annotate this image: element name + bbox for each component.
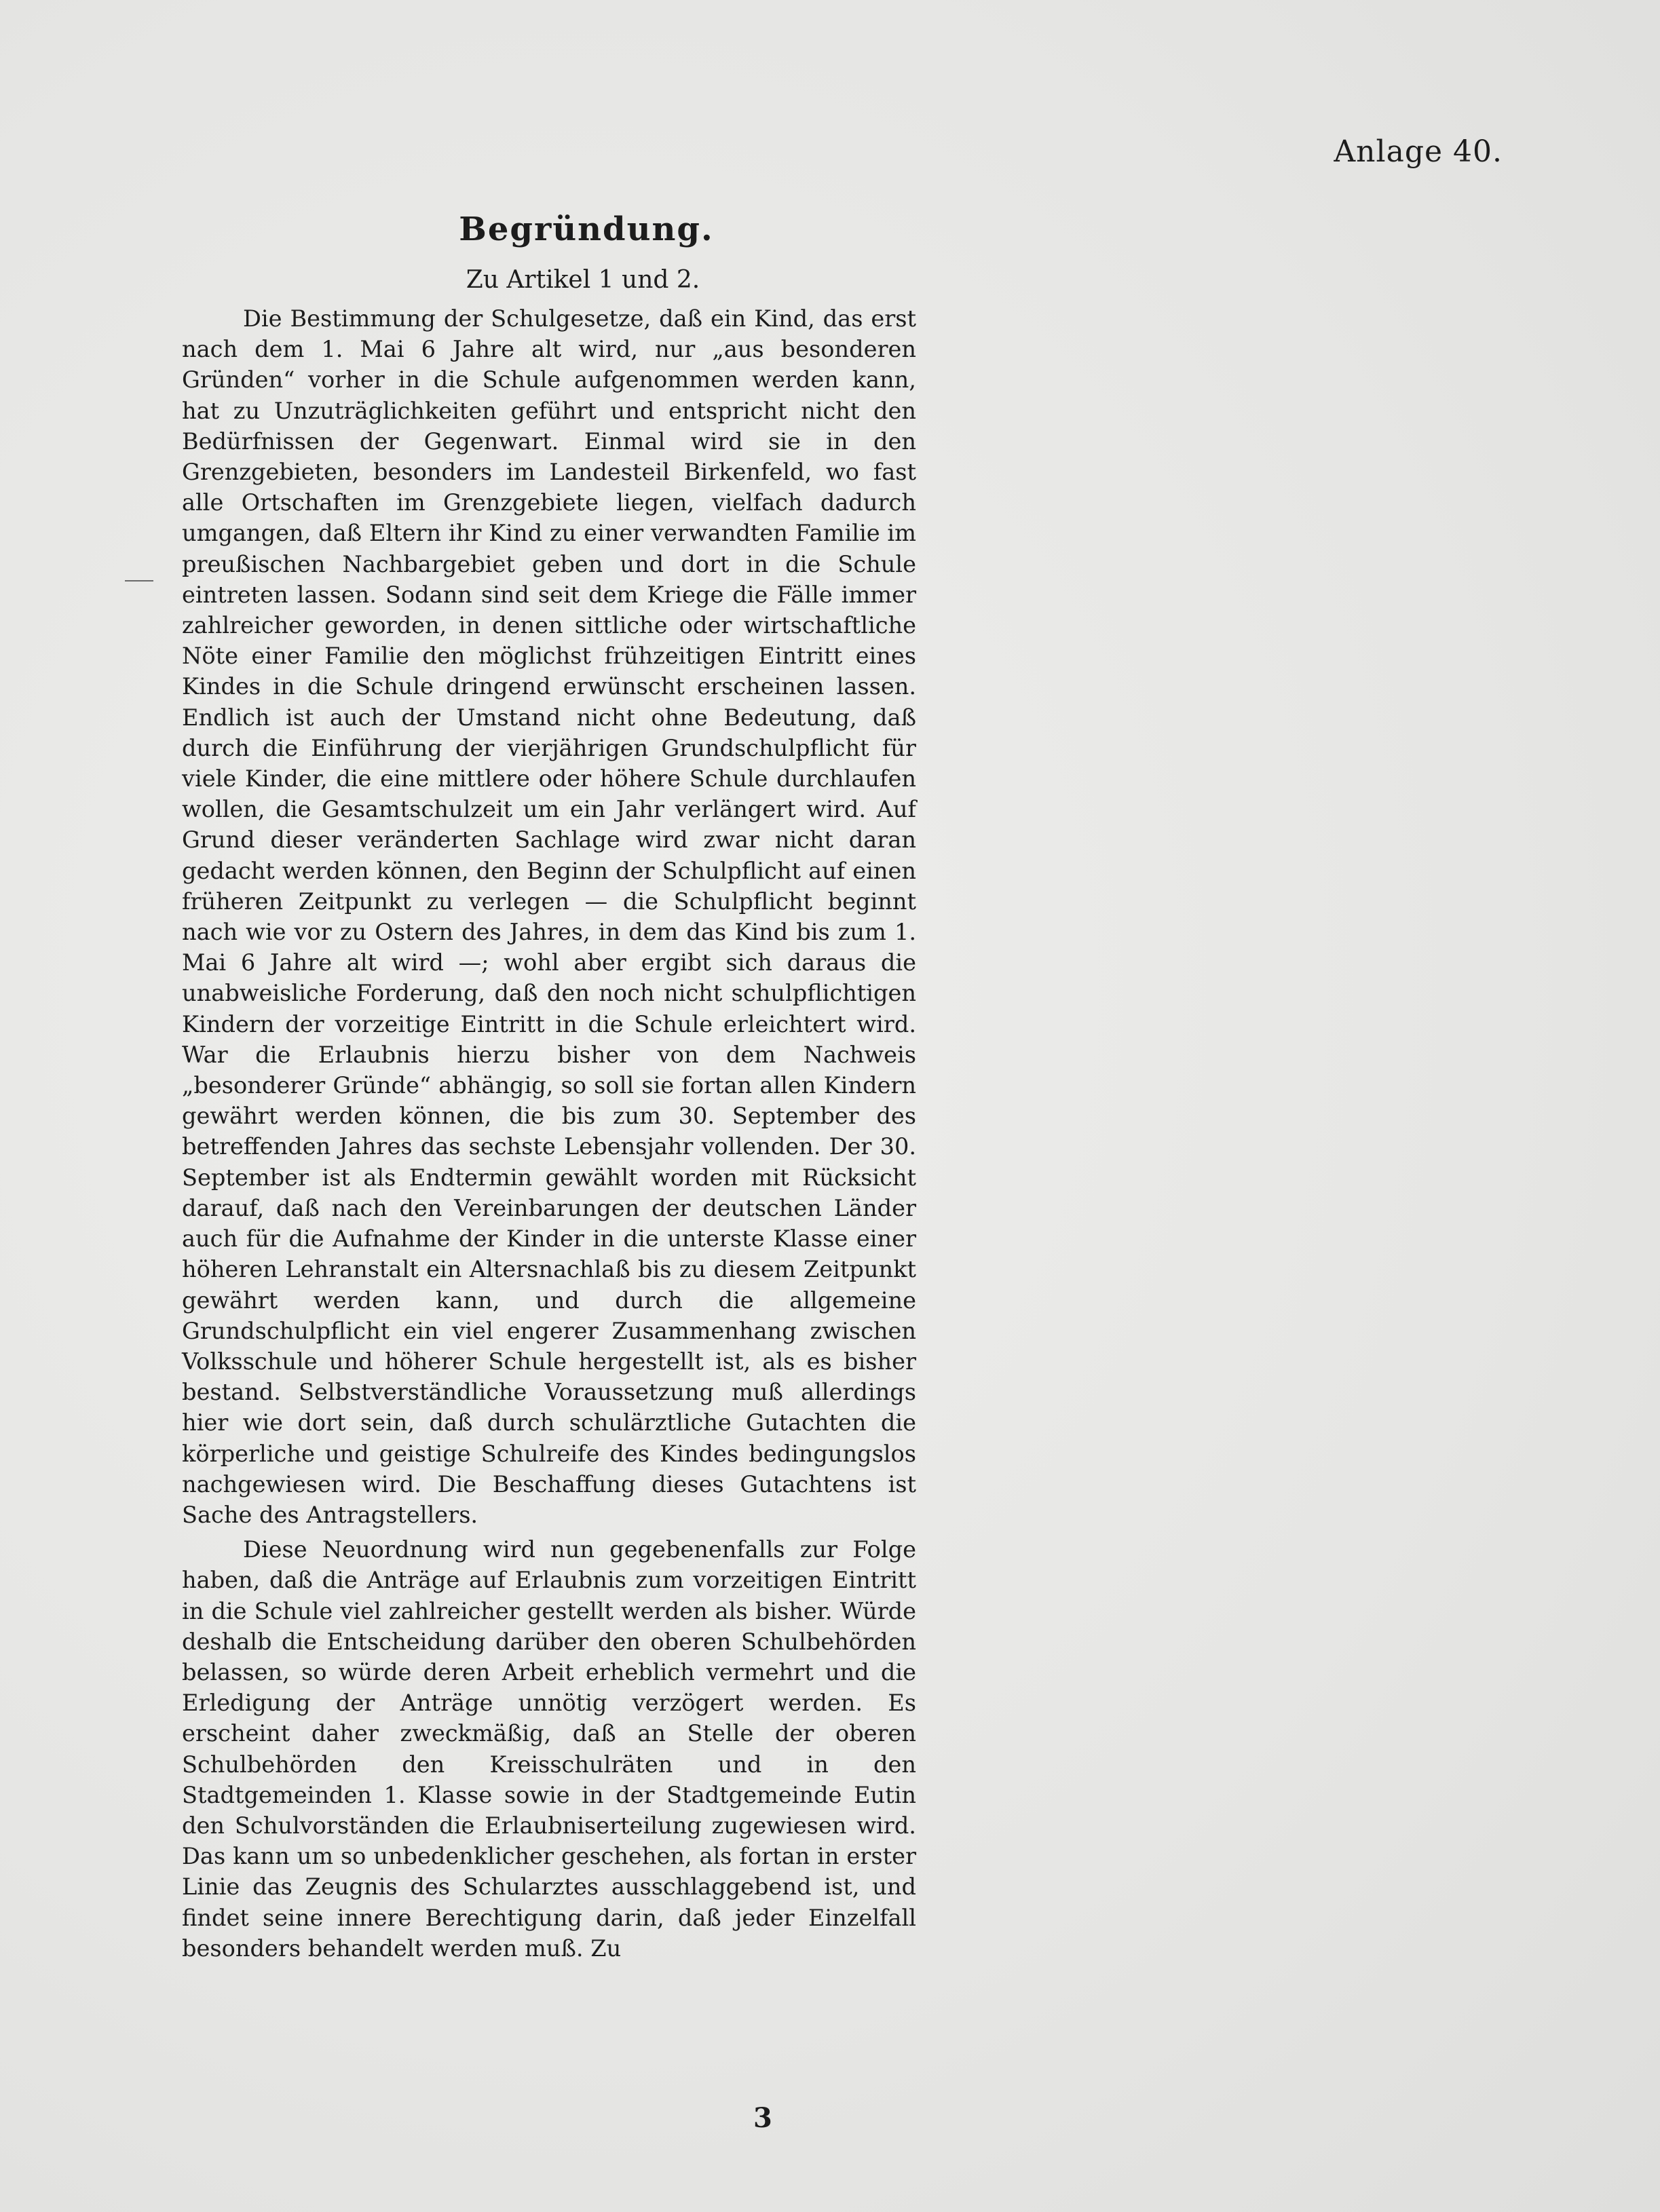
document-subtitle: Zu Artikel 1 und 2. bbox=[466, 266, 700, 294]
document-title: Begründung. bbox=[459, 210, 714, 248]
margin-mark bbox=[125, 580, 153, 581]
paragraph: Die Bestimmung der Schulgesetze, daß ein Kind, das erst nach dem 1. Mai 6 Jahre alt wird, nur „aus besonderen Gründen“ vorher in die Schule aufgenommen werden kann, hat zu Unzuträglichkeiten geführt und entspricht nicht den Bedürfnissen der Gegenwart. Einmal wird sie in den Grenzgebieten, besonders im Landesteil Birkenfeld, wo fast alle Ortschaften im Grenzgebiete liegen, vielfach dadurch umgangen, daß Eltern ihr Kind zu einer verwandten Familie im preußischen Nachbargebiet geben und dort in die Schule eintreten lassen. Sodann sind seit dem Kriege die Fälle immer zahlreicher geworden, in denen sittliche oder wirtschaftliche Nöte einer Familie den möglichst frühzeitigen Eintritt eines Kindes in die Schule dringend erwünscht erscheinen lassen. Endlich ist auch der Umstand nicht ohne Bedeutung, daß durch die Einführung der vierjährigen Grundschulpflicht für viele Kinder, die eine mittlere oder höhere Schule durchlaufen wollen, die Gesamtschulzeit um ein Jahr verlängert wird. Auf Grund dieser veränderten Sachlage wird zwar nicht daran gedacht werden können, den Beginn der Schulpflicht auf einen früheren Zeitpunkt zu verlegen — die Schulpflicht beginnt nach wie vor zu Ostern des Jahres, in dem das Kind bis zum 1. Mai 6 Jahre alt wird —; wohl aber ergibt sich daraus die unabweisliche Forderung, daß den noch nicht schulpflichtigen Kindern der vorzeitige Eintritt in die Schule erleichtert wird. War die Erlaubnis hierzu bisher von dem Nachweis „besonderer Gründe“ abhängig, so soll sie fortan allen Kindern gewährt werden können, die bis zum 30. September des betreffenden Jahres das sechste Lebensjahr vollenden. Der 30. September ist als Endtermin gewählt worden mit Rücksicht darauf, daß nach den Vereinbarungen der deutschen Länder auch für die Aufnahme der Kinder in die unterste Klasse einer höheren Lehranstalt ein Altersnachlaß bis zu diesem Zeitpunkt gewährt werden kann, und durch die allgemeine Grundschulpflicht ein viel engerer Zusammenhang zwischen Volksschule und höherer Schule hergestellt ist, als es bisher bestand. Selbstverständliche Voraussetzung muß allerdings hier wie dort sein, daß durch schulärztliche Gutachten die körperliche und geistige Schulreife des Kindes bedingungslos nachgewiesen wird. Die Beschaffung dieses Gutachtens ist Sache des Antragstellers. bbox=[182, 305, 916, 1528]
text-column bbox=[182, 197, 916, 1964]
page-number: 3 bbox=[753, 2102, 772, 2134]
annex-label: Anlage 40. bbox=[1334, 134, 1503, 169]
paragraph: Diese Neuordnung wird nun gegebenenfalls zur Folge haben, daß die Anträge auf Erlaubnis zum vorzeitigen Eintritt in die Schule viel zahlreicher gestellt werden als bisher. Würde deshalb die Entscheidung darüber den oberen Schulbehörden belassen, so würde deren Arbeit erheblich vermehrt und die Erledigung der Anträge unnötig verzögert werden. Es erscheint daher zweckmäßig, daß an Stelle der oberen Schulbehörden den Kreisschulräten und in den Stadtgemeinden 1. Klasse sowie in der Stadtgemeinde Eutin den Schulvorständen die Erlaubniserteilung zugewiesen wird. Das kann um so unbedenklicher geschehen, als fortan in erster Linie das Zeugnis des Schularztes ausschlaggebend ist, und findet seine innere Berechtigung darin, daß jeder Einzelfall besonders behandelt werden muß. Zu bbox=[182, 1536, 916, 1962]
